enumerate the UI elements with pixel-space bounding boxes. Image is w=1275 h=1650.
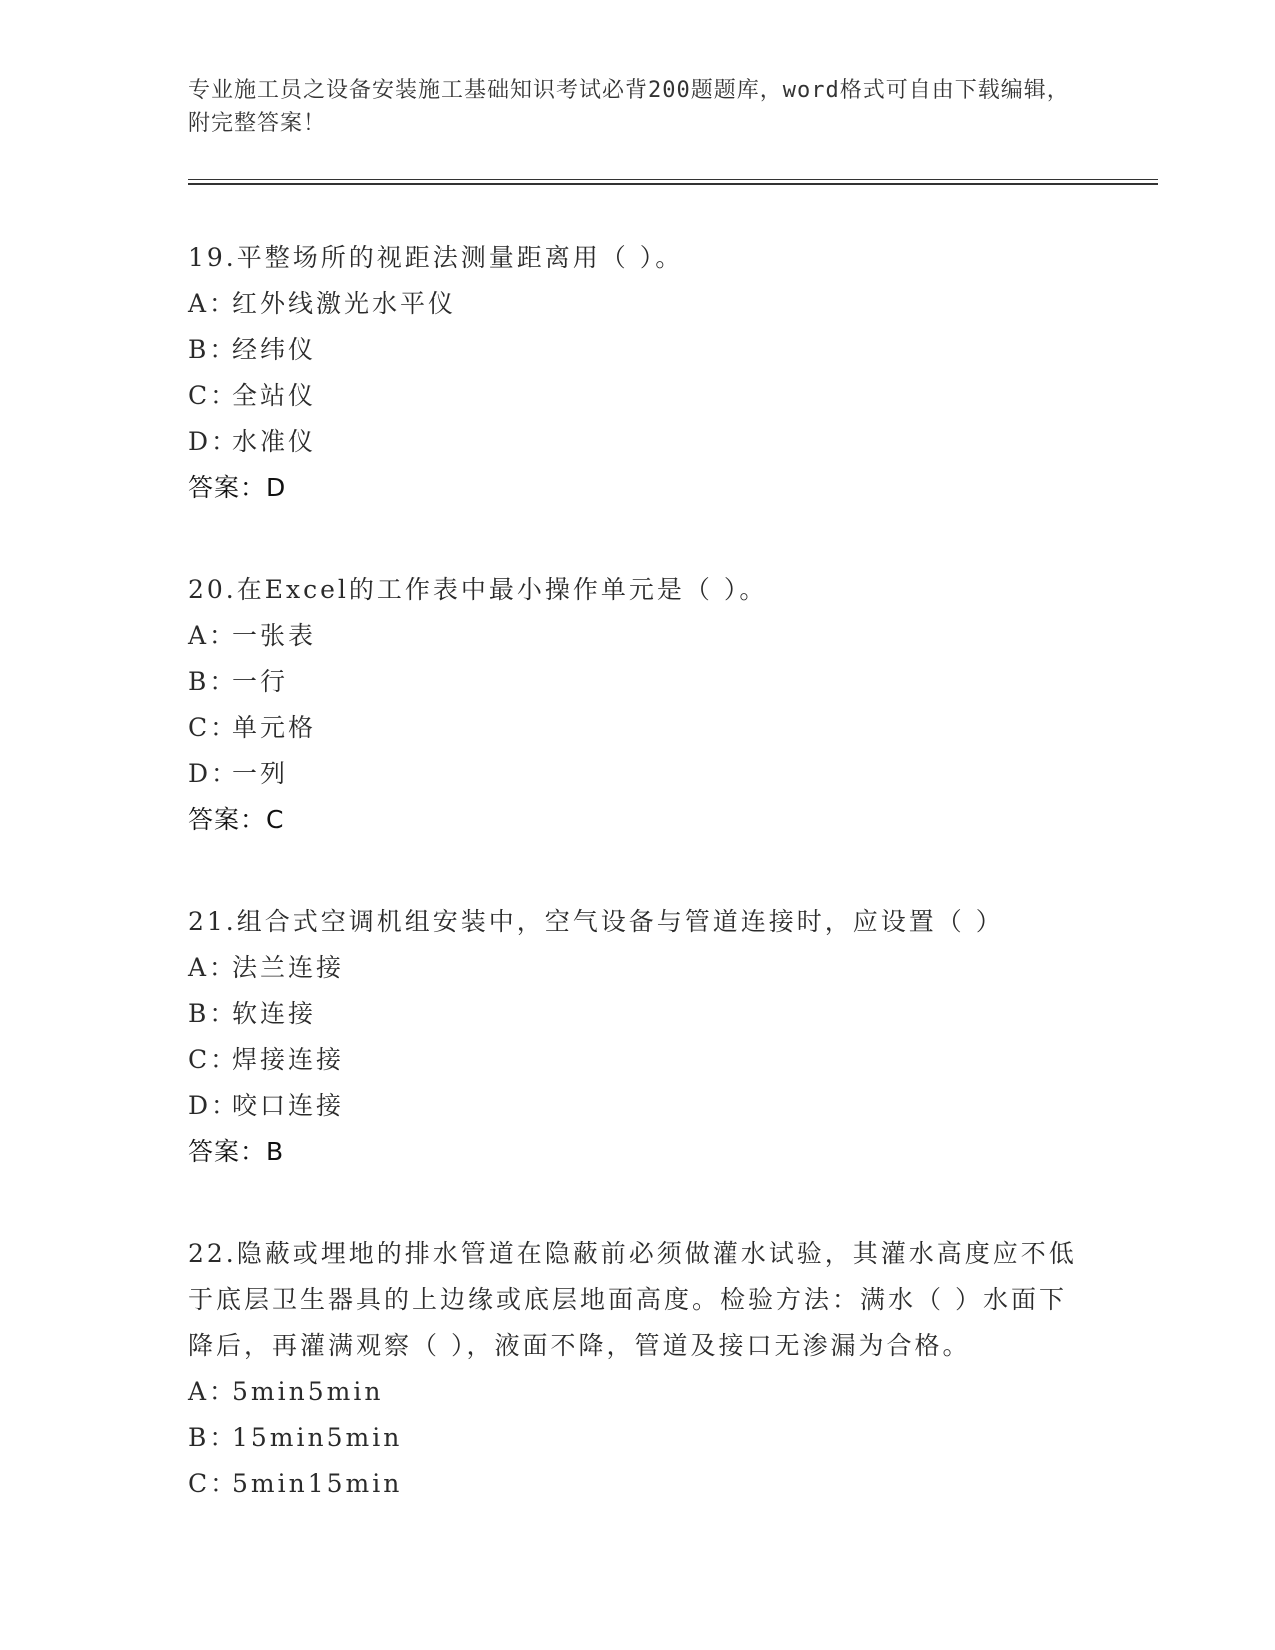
option-text: 5min5min [232,1377,384,1406]
option-letter: A： [188,953,238,982]
option-text: 咬口连接 [232,1091,345,1120]
option-text: 经纬仪 [232,335,317,364]
option-a [188,613,1088,659]
option-letter: B： [188,667,238,696]
question-22 [188,1231,1088,1507]
option-text: 焊接连接 [232,1045,345,1074]
option-letter: C： [188,1045,239,1074]
option-text: 单元格 [232,713,317,742]
question-20 [188,567,1088,843]
question-list [188,235,1088,1563]
answer-line: 答案：C [188,805,285,834]
option-c [188,705,1088,751]
option-letter: B： [188,335,238,364]
option-text: 5min15min [232,1469,403,1498]
option-letter: A： [188,1377,238,1406]
option-letter: B： [188,999,238,1028]
option-letter: D： [188,759,240,788]
option-b [188,659,1088,705]
option-c [188,1461,1088,1507]
option-letter: C： [188,1469,239,1498]
option-d [188,419,1088,465]
header-divider-bottom [188,183,1158,185]
option-d [188,1083,1088,1129]
question-stem: 20.在Excel的工作表中最小操作单元是（ ）。 [188,575,768,604]
option-letter: C： [188,713,239,742]
option-text: 全站仪 [232,381,317,410]
option-letter: A： [188,621,238,650]
option-letter: D： [188,427,240,456]
option-c [188,373,1088,419]
option-d [188,751,1088,797]
option-a [188,945,1088,991]
question-stem: 21.组合式空调机组安装中，空气设备与管道连接时，应设置（ ） [188,907,1004,936]
option-letter: A： [188,289,238,318]
option-letter: C： [188,381,239,410]
option-b [188,1415,1088,1461]
option-text: 水准仪 [232,427,317,456]
option-letter: B： [188,1423,238,1452]
option-a [188,1369,1088,1415]
option-text: 一列 [232,759,289,788]
option-text: 一张表 [232,621,317,650]
question-stem: 22.隐蔽或埋地的排水管道在隐蔽前必须做灌水试验，其灌水高度应不低于底层卫生器具的上边缘或底层地面高度。检验方法：满水（ ）水面下降后，再灌满观察（ ），液面不降，管道及接口无渗漏为合格。 [188,1239,1077,1360]
question-21 [188,899,1088,1175]
option-b [188,327,1088,373]
question-stem: 19.平整场所的视距法测量距离用（ ）。 [188,243,684,272]
answer-line: 答案：D [188,473,287,502]
answer-line: 答案：B [188,1137,285,1166]
option-b [188,991,1088,1037]
option-text: 软连接 [232,999,317,1028]
option-c [188,1037,1088,1083]
option-text: 法兰连接 [232,953,345,982]
question-19 [188,235,1088,511]
option-letter: D： [188,1091,240,1120]
header-divider-top [188,179,1158,180]
option-text: 15min5min [232,1423,403,1452]
option-text: 红外线激光水平仪 [232,289,457,318]
option-a [188,281,1088,327]
option-text: 一行 [232,667,289,696]
document-header: 专业施工员之设备安装施工基础知识考试必背200题题库，word格式可自由下载编辑，附完整答案！ [188,78,1070,136]
